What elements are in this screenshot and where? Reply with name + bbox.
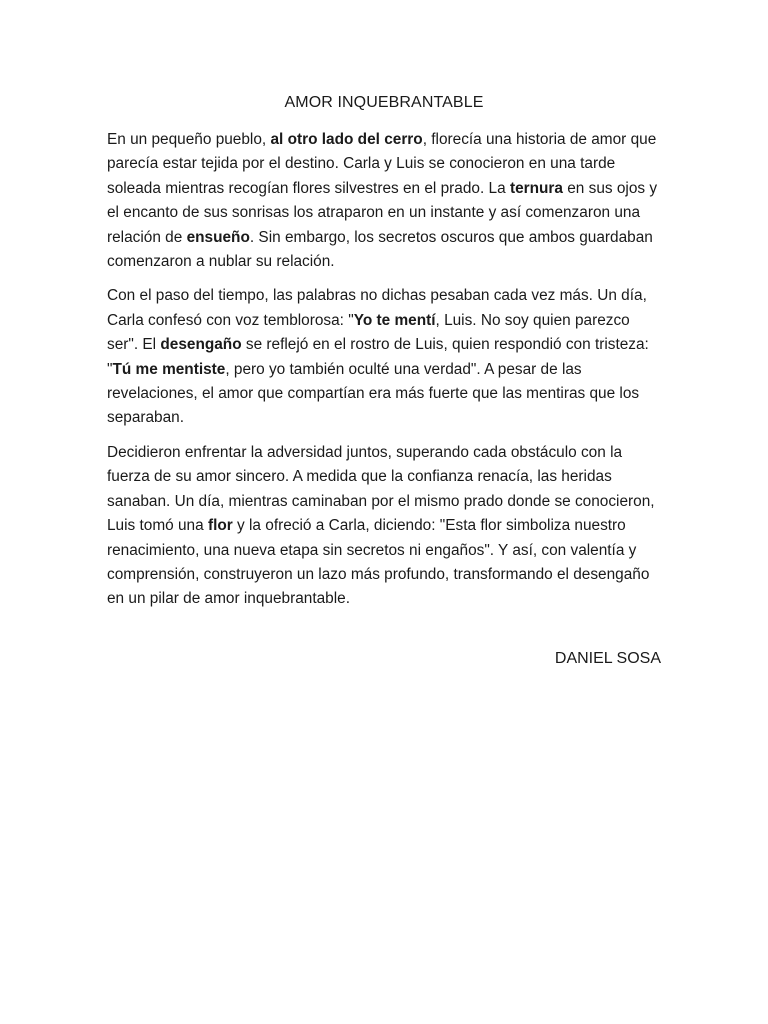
bold-phrase: desengaño — [160, 336, 242, 354]
paragraph-3 — [107, 441, 663, 612]
bold-phrase: Tú me mentiste — [112, 360, 226, 378]
paragraph-2 — [107, 284, 663, 430]
text-segment: En un pequeño pueblo, — [107, 131, 271, 148]
text-segment: Con el paso del tiempo, las palabras no dichas pesaban cada vez más. Un día, Carla confesó con voz temblorosa: " — [107, 287, 647, 329]
bold-phrase: ternura — [509, 179, 563, 197]
document-title: AMOR INQUEBRANTABLE — [284, 94, 484, 111]
bold-phrase: flor — [207, 517, 233, 535]
text-segment: , Luis. No soy quien parezco ser". El — [107, 311, 630, 354]
text-segment: Decidieron enfrentar la adversidad juntos, superando cada obstáculo con la fuerza de su amor sincero. A medida que la confianza renacía, las heridas sanaban. Un día, mientras caminaban por el mismo prado donde se conocieron, Luis tomó una — [107, 443, 655, 535]
bold-phrase: ensueño — [186, 228, 250, 246]
document-body — [107, 128, 663, 622]
bold-phrase: Yo te mentí — [353, 311, 436, 329]
text-segment: , florecía una historia de amor que parecía estar tejida por el destino. Carla y Luis se conocieron en una tarde soleada mientras recogían flores silvestres en el prado. La — [107, 131, 657, 197]
text-segment: y la ofreció a Carla, diciendo: "Esta flor simboliza nuestro renacimiento, una nueva etapa sin secretos ni engaños". Y así, con valentía y comprensión, construyeron un lazo más profundo, transformando el desengaño en un pilar de amor inquebrantable. — [107, 517, 650, 608]
text-segment: . Sin embargo, los secretos oscuros que ambos guardaban comenzaron a nublar su relación. — [107, 228, 653, 271]
paragraph-1 — [107, 128, 663, 274]
bold-phrase: al otro lado del cerro — [270, 131, 423, 148]
text-segment: en sus ojos y el encanto de sus sonrisas los atraparon en un instante y así comenzaron una relación de — [107, 179, 658, 246]
text-segment: se reflejó en el rostro de Luis, quien respondió con tristeza: " — [107, 336, 649, 378]
author-signature: DANIEL SOSA — [554, 650, 661, 667]
text-segment: , pero yo también oculté una verdad". A pesar de las revelaciones, el amor que compartían era más fuerte que las mentiras que los separaban. — [107, 360, 640, 427]
